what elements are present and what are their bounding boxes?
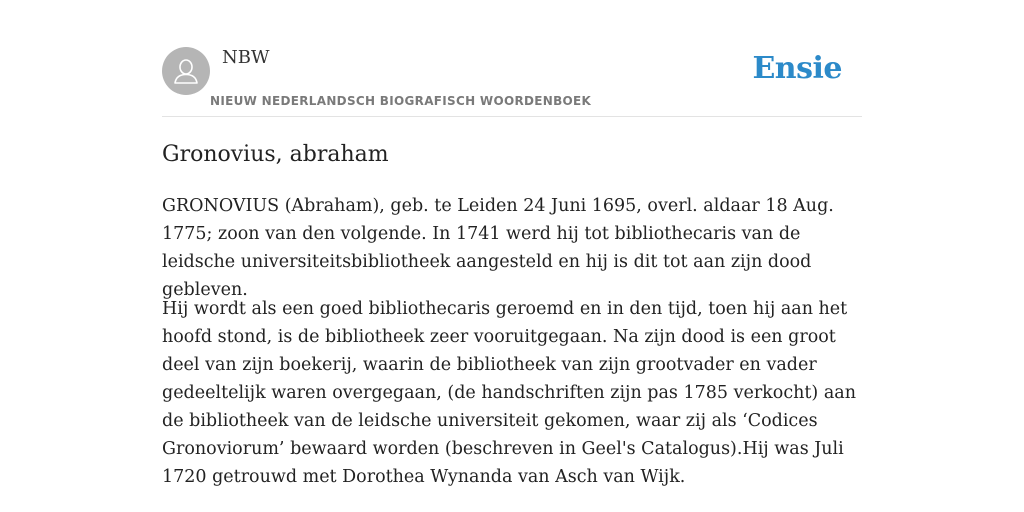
source-avatar[interactable] (162, 47, 210, 95)
article-paragraph: Hij wordt als een goed bibliothecaris geroemd en in den tijd, toen hij aan het hoofd stond, is de bibliotheek zeer vooruitgegaan. Na zijn dood is een groot deel van zijn boekerij, waarin de bibliotheek van zijn grootvader en vader gedeeltelijk waren overgegaan, (de handschriften zijn pas 1785 verkocht) aan de bibliotheek van de leidsche universiteit gekomen, waar zij als ‘Codices Gronoviorum’ bewaard worden (beschreven in Geel's Catalogus).Hij was Juli 1720 getrouwd met Dorothea Wynanda van Asch van Wijk. (162, 299, 856, 487)
source-header (162, 0, 862, 117)
brand-logo[interactable]: Ensie (752, 51, 842, 86)
source-full-name: NIEUW NEDERLANDSCH BIOGRAFISCH WOORDENBOEK (210, 94, 592, 108)
article-title: Gronovius, abraham (162, 142, 389, 167)
page-container (162, 0, 862, 487)
user-icon (171, 56, 201, 86)
source-name[interactable]: NBW (222, 47, 270, 68)
article-paragraph: GRONOVIUS (Abraham), geb. te Leiden 24 Juni 1695, overl. aldaar 18 Aug. 1775; zoon van den volgende. In 1741 werd hij tot bibliothecaris van de leidsche universiteitsbibliotheek aangesteld en hij is dit tot aan zijn dood gebleven. (162, 196, 834, 300)
